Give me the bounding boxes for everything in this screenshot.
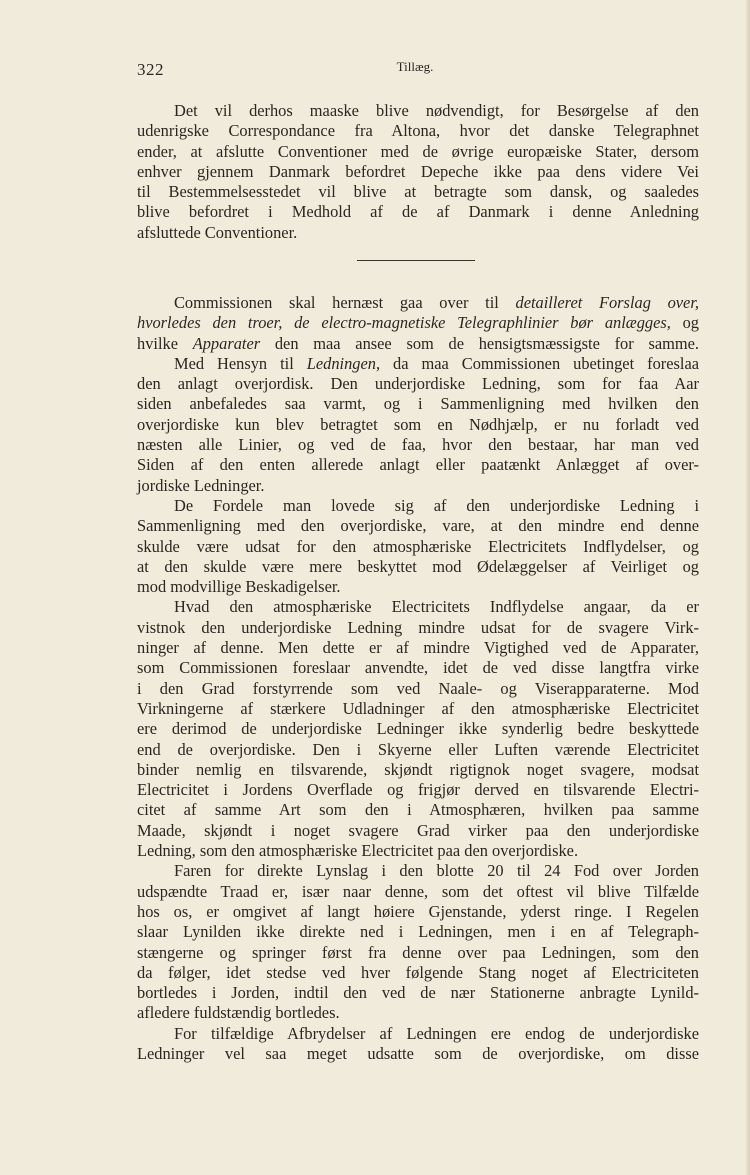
text-line: vistnok den underjordiske Ledning mindre udsat for de svagere Virk- [137, 617, 699, 637]
text-line: slaar Lynilden ikke direkte ned i Ledningen, men i en af Telegraph- [137, 922, 699, 942]
text-line: mod modvillige Beskadigelser. [137, 577, 341, 597]
text-line: stængerne og springer først fra denne over paa Ledningen, som den [137, 942, 699, 962]
text-line: Ledninger vel saa meget udsatte som de overjordiske, om disse [137, 1043, 699, 1063]
text-run: da maa Commissionen ubetinget foreslaa [380, 353, 699, 373]
text-run: Commissionen skal hernæst gaa over til [174, 293, 516, 312]
text-line: næsten alle Linier, og ved de faa, hvor den bestaar, har man ved [137, 435, 699, 455]
text-line: ninger af denne. Men dette er af mindre Vigtighed ved de Apparater, [137, 638, 699, 658]
text-line: Siden af den enten allerede anlagt eller paatænkt Anlægget af over- [137, 455, 699, 475]
text-line: binder nemlig en tilsvarende, skjøndt rigtignok noget svagere, modsat [137, 759, 699, 779]
text-line: siden anbefaledes saa varmt, og i Sammenligning med hvilken den [137, 394, 699, 414]
text-line [137, 334, 699, 354]
text-line: De Fordele man lovede sig af den underjordiske Ledning i [174, 495, 699, 515]
text-line: den anlagt overjordisk. Den underjordiske Ledning, som for faa Aar [137, 374, 699, 394]
page-edge [746, 0, 750, 1175]
text-line: end de overjordiske. Den i Skyerne eller Luften værende Electricitet [137, 739, 699, 759]
text-line: ender, at afslutte Conventioner med de øvrige europæiske Stater, dersom [137, 141, 699, 161]
text-run: den maa ansee som de hensigtsmæssigste for samme. [260, 333, 699, 353]
text-line [137, 293, 699, 313]
italic-run: hvorledes den troer, de electro-magnetiske Telegraphlinier bør anlægges, [137, 313, 671, 333]
text-line [137, 313, 699, 333]
text-line: afsluttede Conventioner. [137, 222, 298, 242]
italic-run: Apparater [192, 333, 261, 353]
text-line: Electricitet i Jordens Overflade og frigjør derved en tilsvarende Electri- [137, 780, 699, 800]
text-line: hos os, er omgivet af langt høiere Gjenstande, yderst ringe. I Regelen [137, 901, 699, 921]
text-line: overjordiske kun blev betragtet som en Nødhjælp, er nu forladt ved [137, 414, 699, 434]
text-line: For tilfældige Afbrydelser af Ledningen ere endog de underjordiske [174, 1023, 699, 1043]
text-line: Det vil derhos maaske blive nødvendigt, for Besørgelse af den [174, 101, 699, 120]
text-line: Ledning, som den atmosphæriske Electricitet paa den overjordiske. [137, 841, 579, 861]
italic-run: detailleret Forslag over, [515, 293, 699, 312]
text-line: Sammenligning med den overjordiske, vare, at den mindre end denne [137, 516, 699, 536]
text-line: Faren for direkte Lynslag i den blotte 20 til 24 Fod over Jorden [174, 861, 699, 881]
text-line: ere derimod de underjordiske Ledninger ikke synderlig bedre beskyttede [137, 719, 699, 739]
text-line: udspændte Traad er, især naar denne, som det oftest vil blive Tilfælde [137, 881, 699, 901]
paragraph-telegraph-conventions [137, 101, 699, 243]
text-line: Hvad den atmosphæriske Electricitets Indflydelse angaar, da er [174, 597, 699, 617]
text-line: da følger, idet stedse ved hver følgende Stang noget af Electriciteten [137, 962, 699, 982]
text-line: enhver gjennem Danmark befordret Depeche ikke paa dens videre Vei [137, 161, 699, 181]
text-line: Virkningerne af stærkere Udladninger af den atmosphæriske Electricitet [137, 698, 699, 718]
text-line [137, 354, 699, 374]
text-body-main [137, 293, 699, 1064]
text-line: skulde være udsat for den atmosphæriske Electricitets Indflydelser, og [137, 536, 699, 556]
text-line: afledere fuldstændig bortledes. [137, 1003, 340, 1023]
text-line: som Commissionen foreslaar anvendte, idet de ved disse langtfra virke [137, 658, 699, 678]
text-line: bortledes i Jorden, indtil den ved de nær Stationerne anbragte Lynild- [137, 983, 699, 1003]
text-line: udenrigske Correspondance fra Altona, hvor det danske Telegraphnet [137, 121, 699, 141]
text-line: blive befordret i Medhold af de af Danmark i denne Anledning [137, 202, 699, 222]
page-number: 322 [137, 60, 164, 79]
text-run: hvilke [137, 333, 193, 353]
text-line: at den skulde være mere beskyttet mod Ødelæggelser af Veirliget og [137, 556, 699, 576]
text-line: til Bestemmelsesstedet vil blive at betragte som dansk, og saaledes [137, 182, 699, 202]
section-divider [357, 260, 475, 261]
text-line: Maade, skjøndt i noget svagere Grad virker paa den underjordiske [137, 820, 699, 840]
text-run: Med Hensyn til [174, 353, 307, 373]
text-line: i den Grad forstyrrende som ved Naale- og Viserapparaterne. Mod [137, 678, 699, 698]
italic-run: Ledningen, [306, 353, 381, 373]
text-run: og [670, 313, 699, 333]
running-title: Tillæg. [396, 59, 434, 74]
text-line: citet af samme Art som den i Atmosphæren, hvilken paa samme [137, 800, 699, 820]
text-line: jordiske Ledninger. [137, 475, 265, 495]
